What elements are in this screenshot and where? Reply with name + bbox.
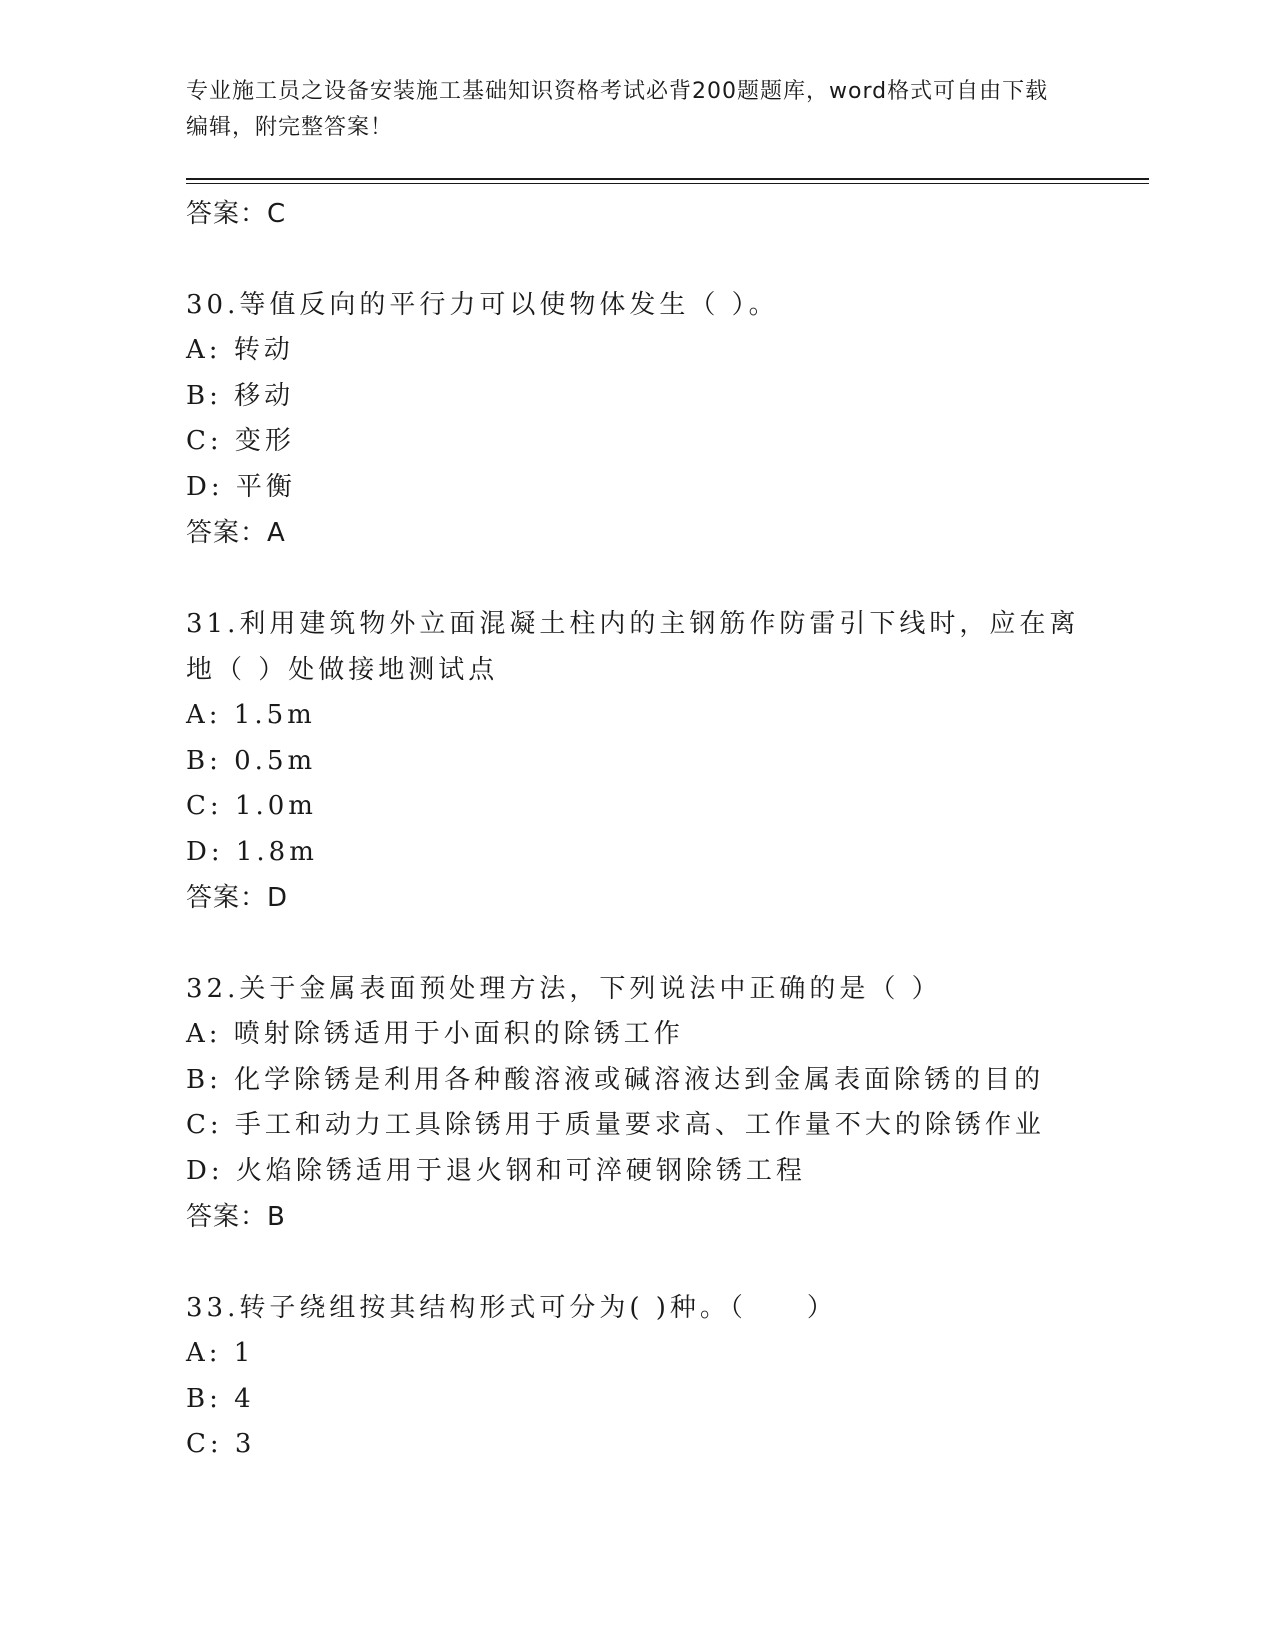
- option-b: B: 4: [186, 1383, 255, 1414]
- option-a: A: 1: [186, 1338, 255, 1368]
- question-32: [186, 966, 1086, 1240]
- question-stem: 31.利用建筑物外立面混凝土柱内的主钢筋作防雷引下线时，应在离地（ ）处做接地测试点: [186, 609, 1080, 685]
- option-a: A: 转动: [186, 335, 294, 365]
- header-rule: [186, 178, 1149, 180]
- option-d: D: 平衡: [186, 471, 296, 502]
- question-30: [186, 282, 1086, 556]
- header-rule-thin: [186, 183, 1149, 184]
- question-stem: 33.转子绕组按其结构形式可分为( )种。（ ）: [186, 1293, 837, 1323]
- question-31: [186, 601, 1086, 921]
- option-d: D: 火焰除锈适用于退火钢和可淬硬钢除锈工程: [186, 1155, 806, 1186]
- option-a: A: 喷射除锈适用于小面积的除锈工作: [186, 1019, 684, 1049]
- option-c: C: 1.0m: [186, 791, 317, 821]
- question-stem: 32.关于金属表面预处理方法，下列说法中正确的是（ ）: [186, 974, 942, 1004]
- question-list: [186, 191, 1086, 1468]
- option-b: B: 0.5m: [186, 745, 317, 776]
- option-a: A: 1.5m: [186, 700, 316, 730]
- option-b: B: 移动: [186, 380, 295, 411]
- question-33: [186, 1285, 1086, 1468]
- answer: 答案：D: [186, 883, 289, 913]
- option-c: C: 3: [186, 1429, 256, 1459]
- document-header: 专业施工员之设备安装施工基础知识资格考试必背200题题库，word格式可自由下载编辑，附完整答案！: [186, 79, 1049, 140]
- question-stem: 30.等值反向的平行力可以使物体发生（ ）。: [186, 290, 779, 320]
- option-b: B: 化学除锈是利用各种酸溶液或碱溶液达到金属表面除锈的目的: [186, 1064, 1045, 1095]
- option-d: D: 1.8m: [186, 836, 318, 867]
- option-c: C: 变形: [186, 426, 295, 456]
- answer: 答案：A: [186, 518, 286, 548]
- previous-answer: 答案：C: [186, 199, 287, 229]
- option-c: C: 手工和动力工具除锈用于质量要求高、工作量不大的除锈作业: [186, 1110, 1045, 1140]
- answer: 答案：B: [186, 1202, 286, 1232]
